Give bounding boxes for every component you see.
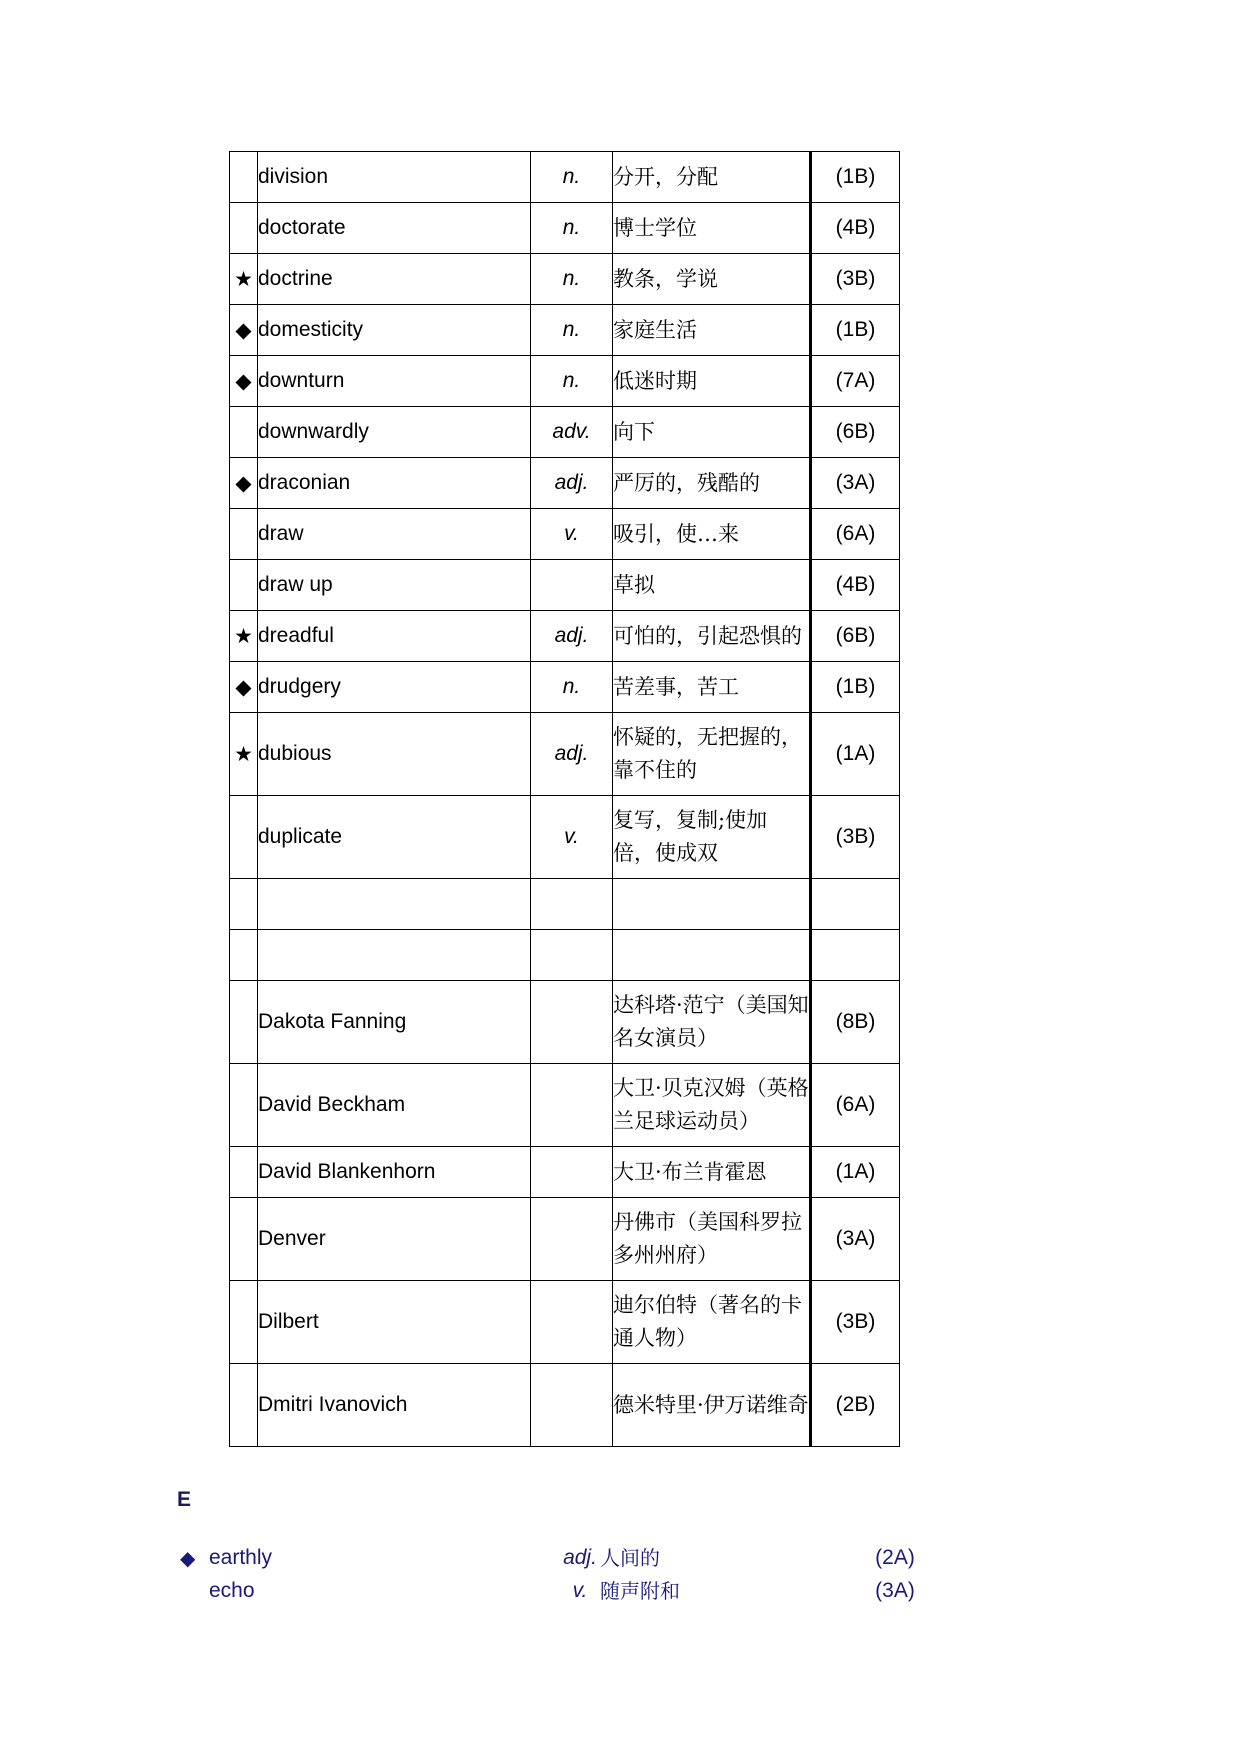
entry-word: downwardly	[258, 407, 531, 458]
entry-mark-icon	[230, 1064, 258, 1147]
entry-part-of-speech: n.	[531, 152, 613, 203]
entry-mark-icon	[230, 509, 258, 560]
entry-translation: 怀疑的，无把握的，靠不住的	[613, 713, 811, 796]
entry-word: David Beckham	[258, 1064, 531, 1147]
entry-translation: 分开，分配	[613, 152, 811, 203]
entry-mark-icon: ◆	[230, 356, 258, 407]
table-row	[230, 560, 900, 611]
table-row	[230, 879, 900, 930]
entry-part-of-speech: n.	[531, 356, 613, 407]
entry-mark-icon	[230, 1281, 258, 1364]
entry-mark-icon	[230, 1147, 258, 1198]
entry-translation: 博士学位	[613, 203, 811, 254]
entry-word: Denver	[258, 1198, 531, 1281]
entry-translation: 德米特里·伊万诺维奇	[613, 1364, 811, 1447]
entry-word: Dmitri Ivanovich	[258, 1364, 531, 1447]
entry-translation: 可怕的，引起恐惧的	[613, 611, 811, 662]
table-row	[230, 1147, 900, 1198]
entry-translation	[613, 930, 811, 981]
entry-part-of-speech	[531, 1064, 613, 1147]
entry-translation: 苦差事，苦工	[613, 662, 811, 713]
entry-mark-icon	[230, 879, 258, 930]
entry-unit: (3A)	[811, 1198, 900, 1281]
entry-word	[258, 930, 531, 981]
entry-word: Dakota Fanning	[258, 981, 531, 1064]
entry-word: duplicate	[258, 796, 531, 879]
entry-mark-icon	[230, 203, 258, 254]
entry-mark-icon	[230, 930, 258, 981]
entry-mark-icon: ★	[230, 254, 258, 305]
entry-mark-icon	[230, 560, 258, 611]
entry-unit: (6A)	[811, 1064, 900, 1147]
entry-mark-icon: ★	[230, 713, 258, 796]
entry-mark-icon	[230, 1198, 258, 1281]
entry-unit: (1B)	[811, 152, 900, 203]
entry-word: division	[258, 152, 531, 203]
entry-mark-icon	[230, 796, 258, 879]
entry-unit: (8B)	[811, 981, 900, 1064]
table-row	[230, 1198, 900, 1281]
entry-unit: (6A)	[811, 509, 900, 560]
entry-mark-icon	[230, 1364, 258, 1447]
entry-word: dreadful	[258, 611, 531, 662]
table-row	[230, 407, 900, 458]
entry-word: draw	[258, 509, 531, 560]
entry-part-of-speech: n.	[531, 254, 613, 305]
entry-part-of-speech	[531, 981, 613, 1064]
table-row	[230, 152, 900, 203]
entry-part-of-speech: adj.	[563, 1546, 597, 1569]
entry-word: doctrine	[258, 254, 531, 305]
entry-unit: (6B)	[811, 407, 900, 458]
entry-unit: (3A)	[875, 1579, 915, 1602]
entry-unit: (3B)	[811, 1281, 900, 1364]
entry-translation: 人间的	[600, 1546, 660, 1570]
entry-part-of-speech: n.	[531, 203, 613, 254]
list-entry	[180, 1542, 915, 1574]
entry-word: echo	[209, 1579, 255, 1602]
table-row	[230, 796, 900, 879]
entry-translation: 达科塔·范宁（美国知名女演员）	[613, 981, 811, 1064]
entry-part-of-speech	[531, 879, 613, 930]
entry-unit: (1A)	[811, 1147, 900, 1198]
section-letter-heading: E	[177, 1488, 192, 1511]
entry-unit: (1B)	[811, 662, 900, 713]
table-row	[230, 356, 900, 407]
entry-part-of-speech	[531, 560, 613, 611]
entry-mark-icon	[230, 152, 258, 203]
entry-word: David Blankenhorn	[258, 1147, 531, 1198]
table-row	[230, 981, 900, 1064]
entry-word: domesticity	[258, 305, 531, 356]
entry-unit: (2B)	[811, 1364, 900, 1447]
entry-word: draw up	[258, 560, 531, 611]
table-row	[230, 713, 900, 796]
table-row	[230, 1064, 900, 1147]
entry-mark-icon: ★	[230, 611, 258, 662]
entry-translation: 大卫·布兰肯霍恩	[613, 1147, 811, 1198]
entry-translation: 迪尔伯特（著名的卡通人物）	[613, 1281, 811, 1364]
entry-translation: 大卫·贝克汉姆（英格兰足球运动员）	[613, 1064, 811, 1147]
entry-translation: 丹佛市（美国科罗拉多州州府）	[613, 1198, 811, 1281]
entry-part-of-speech	[531, 1147, 613, 1198]
list-entry	[180, 1575, 915, 1607]
entry-unit: (4B)	[811, 560, 900, 611]
entry-word: draconian	[258, 458, 531, 509]
entry-translation: 严厉的，残酷的	[613, 458, 811, 509]
entry-word: dubious	[258, 713, 531, 796]
entry-unit: (3B)	[811, 796, 900, 879]
entry-part-of-speech: v.	[572, 1579, 588, 1602]
entry-word: drudgery	[258, 662, 531, 713]
table-row	[230, 305, 900, 356]
entry-translation: 家庭生活	[613, 305, 811, 356]
entry-word: doctorate	[258, 203, 531, 254]
entry-translation: 低迷时期	[613, 356, 811, 407]
entry-mark-icon: ◆	[180, 1546, 196, 1570]
entry-translation: 草拟	[613, 560, 811, 611]
entry-unit: (6B)	[811, 611, 900, 662]
entry-word	[258, 879, 531, 930]
entry-translation	[613, 879, 811, 930]
entry-mark-icon: ◆	[230, 458, 258, 509]
entry-part-of-speech: n.	[531, 305, 613, 356]
entry-part-of-speech: v.	[531, 796, 613, 879]
table-row	[230, 1281, 900, 1364]
entry-part-of-speech: v.	[531, 509, 613, 560]
table-row	[230, 1364, 900, 1447]
entry-mark-icon: ◆	[230, 662, 258, 713]
entry-unit	[811, 879, 900, 930]
entry-word: downturn	[258, 356, 531, 407]
table-row	[230, 509, 900, 560]
entry-unit: (3A)	[811, 458, 900, 509]
entry-part-of-speech: adv.	[531, 407, 613, 458]
table-row	[230, 611, 900, 662]
entry-mark-icon	[230, 407, 258, 458]
entry-word: Dilbert	[258, 1281, 531, 1364]
entry-part-of-speech: adj.	[531, 713, 613, 796]
entry-mark-icon	[230, 981, 258, 1064]
table-row	[230, 662, 900, 713]
entry-word: earthly	[209, 1546, 273, 1569]
entry-translation: 向下	[613, 407, 811, 458]
entry-part-of-speech	[531, 930, 613, 981]
entry-translation: 随声附和	[600, 1579, 680, 1603]
entry-unit: (1B)	[811, 305, 900, 356]
vocabulary-table	[229, 151, 900, 1447]
table-row	[230, 458, 900, 509]
table-row	[230, 203, 900, 254]
entry-translation: 吸引，使…来	[613, 509, 811, 560]
entry-unit: (2A)	[875, 1546, 915, 1569]
table-row	[230, 254, 900, 305]
entry-unit: (3B)	[811, 254, 900, 305]
entry-mark-icon: ◆	[230, 305, 258, 356]
entry-unit: (4B)	[811, 203, 900, 254]
entry-part-of-speech	[531, 1198, 613, 1281]
entry-unit: (7A)	[811, 356, 900, 407]
entry-part-of-speech: adj.	[531, 611, 613, 662]
entry-translation: 教条，学说	[613, 254, 811, 305]
entry-part-of-speech	[531, 1281, 613, 1364]
entry-part-of-speech: n.	[531, 662, 613, 713]
entry-part-of-speech	[531, 1364, 613, 1447]
entry-unit: (1A)	[811, 713, 900, 796]
table-row	[230, 930, 900, 981]
entry-part-of-speech: adj.	[531, 458, 613, 509]
entry-unit	[811, 930, 900, 981]
entry-translation: 复写，复制;使加倍，使成双	[613, 796, 811, 879]
vocabulary-table-body	[230, 152, 900, 1447]
